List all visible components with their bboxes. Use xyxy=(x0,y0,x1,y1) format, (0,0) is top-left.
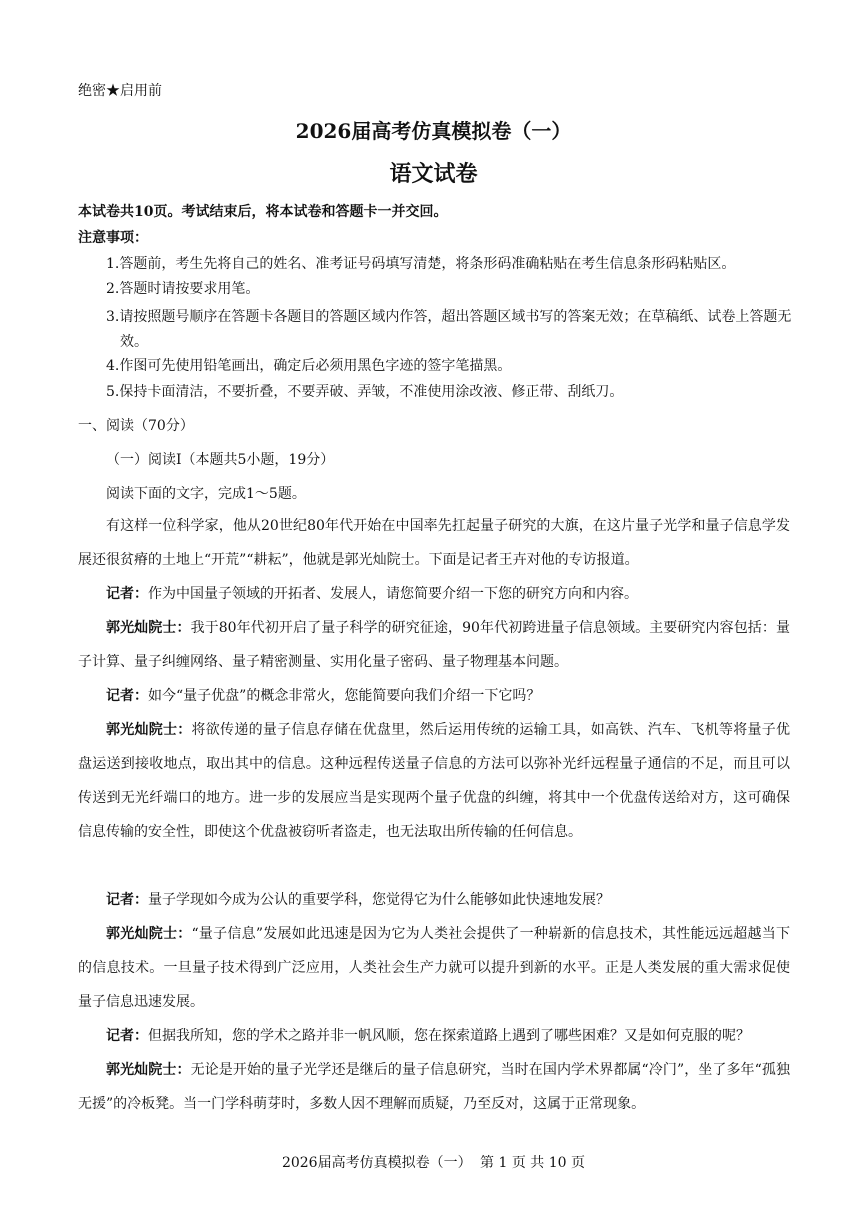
dialogue-text: 作为中国量子领域的开拓者、发展人，请您简要介绍一下您的研究方向和内容。 xyxy=(148,586,638,602)
dialogue-speaker: 记者： xyxy=(106,688,148,704)
dialogue-speaker: 郭光灿院士： xyxy=(106,1062,191,1078)
dialogue-text: 无论是开始的量子光学还是继后的量子信息研究，当时在国内学术界都属“冷门”，坐了多年“孤独无援”的冷板凳。当一门学科萌芽时，多数人因不理解而质疑，乃至反对，这属于正常现象。 xyxy=(78,1062,790,1112)
dialogue-paragraph xyxy=(78,611,790,679)
dialogue-speaker: 记者： xyxy=(106,892,148,908)
exam-intro: 本试卷共10页。考试结束后，将本试卷和答题卡一并交回。 xyxy=(78,204,448,220)
passage-intro: 有这样一位科学家，他从20世纪80年代开始在中国率先扛起量子研究的大旗，在这片量子光学和量子信息学发展还很贫瘠的土地上“开荒”“耕耘”，他就是郭光灿院士。下面是记者王卉对他的专访报道。 xyxy=(78,518,790,568)
dialogue-paragraph xyxy=(78,883,790,917)
dialogue-speaker: 郭光灿院士： xyxy=(106,722,192,738)
dialogue-paragraph xyxy=(78,679,790,713)
footer-exam-name: 2026届高考仿真模拟卷（一） xyxy=(281,1155,472,1171)
dialogue-text: 如今“量子优盘”的概念非常火，您能简要向我们介绍一下它吗？ xyxy=(148,688,541,704)
dialogue-speaker: 记者： xyxy=(106,1028,148,1044)
dialogue-speaker: 记者： xyxy=(106,586,148,602)
footer-page-number: 第 1 页 共 10 页 xyxy=(480,1155,586,1171)
dialogue-text: 但据我所知，您的学术之路并非一帆风顺，您在探索道路上遇到了哪些困难？又是如何克服的呢？ xyxy=(148,1028,750,1044)
dialogue-paragraph xyxy=(78,1053,790,1121)
dialogue-paragraph xyxy=(78,577,790,611)
exam-subtitle: 语文试卷 xyxy=(389,161,478,187)
dialogue-speaker: 郭光灿院士： xyxy=(106,620,191,636)
dialogue-text: 我于80年代初开启了量子科学的研究征途，90年代初跨进量子信息领域。主要研究内容包括：量子计算、量子纠缠网络、量子精密测量、实用化量子密码、量子物理基本问题。 xyxy=(78,620,790,670)
notice-item: 5.保持卡面清洁，不要折叠，不要弄破、弄皱，不准使用涂改液、修正带、刮纸刀。 xyxy=(106,384,624,400)
reading-instruction: 阅读下面的文字，完成1～5题。 xyxy=(106,486,306,502)
page-footer xyxy=(0,1152,867,1172)
dialogue-text: “量子信息”发展如此迅速是因为它为人类社会提供了一种崭新的信息技术，其性能远远超越当下的信息技术。一旦量子技术得到广泛应用，人类社会生产力就可以提升到新的水平。正是人类发展的重大需求促使量子信息迅速发展。 xyxy=(78,926,791,1010)
notice-item: 4.作图可先使用铅笔画出，确定后必须用黑色字迹的签字笔描黑。 xyxy=(106,358,512,374)
exam-title: 2026届高考仿真模拟卷（一） xyxy=(295,119,572,143)
section-title: 一、阅读（70分） xyxy=(78,418,194,434)
dialogue-speaker: 郭光灿院士： xyxy=(106,926,192,942)
notice-item: 1.答题前，考生先将自己的姓名、准考证号码填写清楚，将条形码准确粘贴在考生信息条形码粘贴区。 xyxy=(106,256,736,272)
dialogue-paragraph xyxy=(78,917,790,1019)
confidential-label: 绝密★启用前 xyxy=(78,83,162,99)
notice-item: 2.答题时请按要求用笔。 xyxy=(106,281,260,297)
subsection-title: （一）阅读Ⅰ（本题共5小题，19分） xyxy=(106,452,335,468)
dialogue-text: 将欲传递的量子信息存储在优盘里，然后运用传统的运输工具，如高铁、汽车、飞机等将量子优盘运送到接收地点，取出其中的信息。这种远程传送量子信息的方法可以弥补光纤远程量子通信的不足，而且可以传送到无光纤端口的地方。进一步的发展应当是实现两个量子优盘的纠缠，将其中一个优盘传送给对方，这可确保信息传输的安全性，即使这个优盘被窃听者盗走，也无法取出所传输的任何信息。 xyxy=(78,722,791,840)
dialogue-paragraph xyxy=(78,713,790,849)
dialogue-paragraph xyxy=(78,1019,790,1053)
notice-heading: 注意事项： xyxy=(78,230,148,246)
dialogue-text: 量子学现如今成为公认的重要学科，您觉得它为什么能够如此快速地发展？ xyxy=(148,892,610,908)
notice-item: 3.请按照题号顺序在答题卡各题目的答题区域内作答，超出答题区域书写的答案无效；在草稿纸、试卷上答题无效。 xyxy=(106,309,792,350)
